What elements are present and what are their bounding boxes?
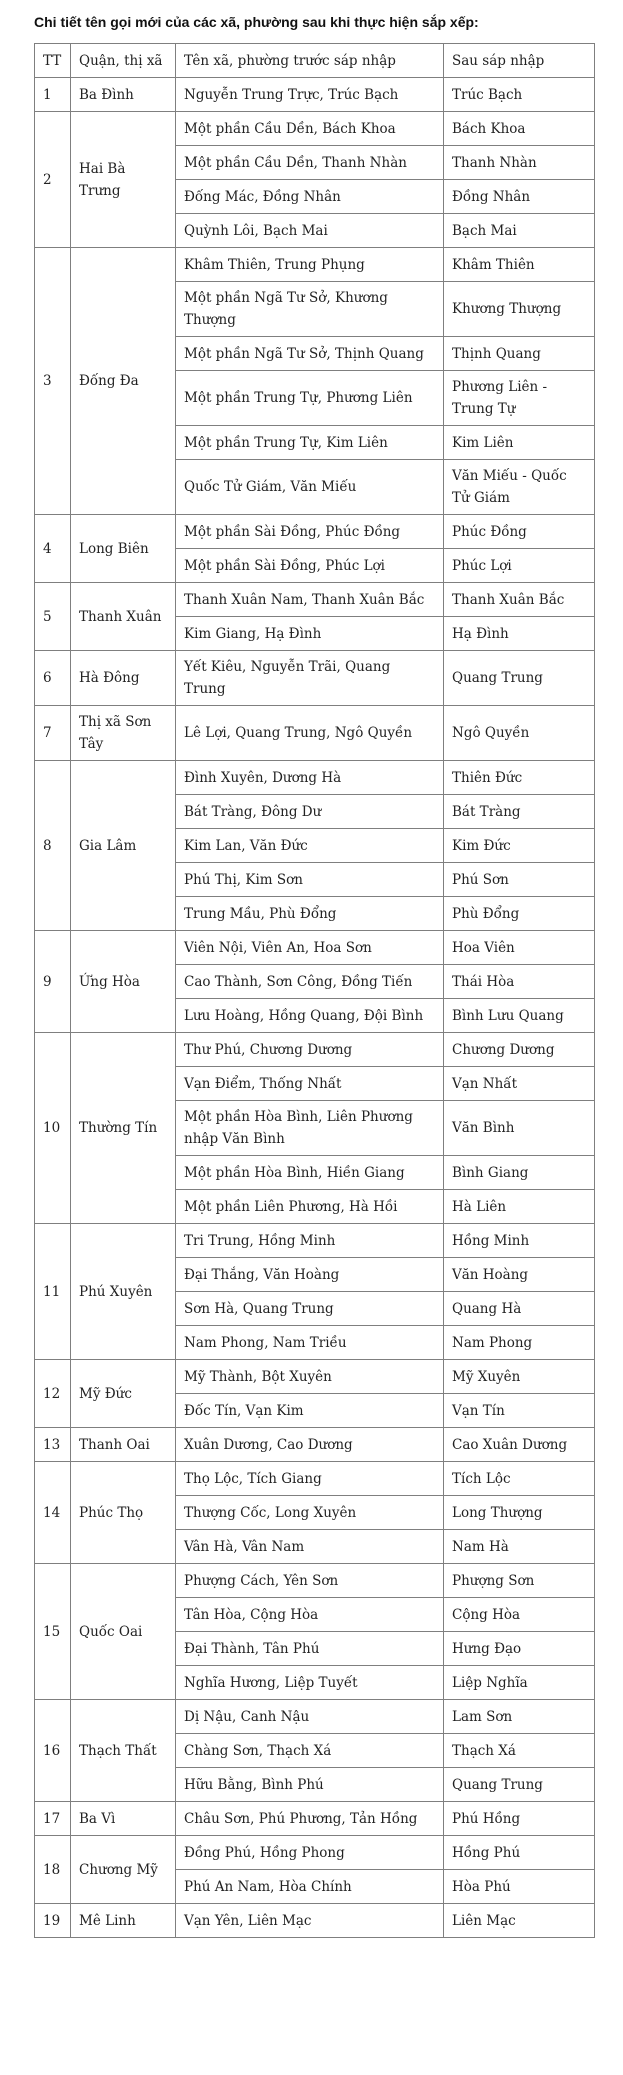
- cell-after-merger: Thịnh Quang: [444, 337, 595, 371]
- table-row: [35, 931, 595, 965]
- cell-before-merger: Đại Thành, Tân Phú: [176, 1632, 444, 1666]
- cell-before-merger: Phượng Cách, Yên Sơn: [176, 1564, 444, 1598]
- cell-after-merger: Ngô Quyền: [444, 706, 595, 761]
- cell-tt: 6: [35, 651, 71, 706]
- cell-district: Ba Vì: [71, 1802, 176, 1836]
- cell-district: Thanh Xuân: [71, 583, 176, 651]
- cell-before-merger: Nam Phong, Nam Triều: [176, 1326, 444, 1360]
- cell-district: Hà Đông: [71, 651, 176, 706]
- col-header-tt: TT: [35, 44, 71, 78]
- cell-tt: 3: [35, 248, 71, 515]
- cell-before-merger: Một phần Cầu Dền, Thanh Nhàn: [176, 146, 444, 180]
- cell-before-merger: Tri Trung, Hồng Minh: [176, 1224, 444, 1258]
- table-row: [35, 1836, 595, 1870]
- cell-after-merger: Hoa Viên: [444, 931, 595, 965]
- cell-before-merger: Thanh Xuân Nam, Thanh Xuân Bắc: [176, 583, 444, 617]
- cell-after-merger: Hồng Minh: [444, 1224, 595, 1258]
- cell-after-merger: Kim Liên: [444, 426, 595, 460]
- cell-before-merger: Cao Thành, Sơn Công, Đồng Tiến: [176, 965, 444, 999]
- cell-after-merger: Văn Hoàng: [444, 1258, 595, 1292]
- table-row: [35, 1428, 595, 1462]
- table-row: [35, 583, 595, 617]
- cell-district: Mỹ Đức: [71, 1360, 176, 1428]
- table-row: [35, 761, 595, 795]
- cell-after-merger: Vạn Tín: [444, 1394, 595, 1428]
- cell-district: Thị xã Sơn Tây: [71, 706, 176, 761]
- cell-before-merger: Tân Hòa, Cộng Hòa: [176, 1598, 444, 1632]
- cell-before-merger: Trung Mầu, Phù Đổng: [176, 897, 444, 931]
- cell-before-merger: Yết Kiêu, Nguyễn Trãi, Quang Trung: [176, 651, 444, 706]
- cell-before-merger: Một phần Ngã Tư Sở, Thịnh Quang: [176, 337, 444, 371]
- cell-before-merger: Nguyễn Trung Trực, Trúc Bạch: [176, 78, 444, 112]
- cell-tt: 19: [35, 1904, 71, 1938]
- header-row: [35, 44, 595, 78]
- cell-tt: 9: [35, 931, 71, 1033]
- cell-before-merger: Thượng Cốc, Long Xuyên: [176, 1496, 444, 1530]
- cell-tt: 14: [35, 1462, 71, 1564]
- cell-after-merger: Cao Xuân Dương: [444, 1428, 595, 1462]
- cell-district: Thanh Oai: [71, 1428, 176, 1462]
- col-header-district: Quận, thị xã: [71, 44, 176, 78]
- cell-before-merger: Đống Mác, Đồng Nhân: [176, 180, 444, 214]
- cell-district: Thạch Thất: [71, 1700, 176, 1802]
- cell-after-merger: Quang Hà: [444, 1292, 595, 1326]
- merger-table: [34, 43, 595, 1938]
- table-row: [35, 1904, 595, 1938]
- cell-after-merger: Vạn Nhất: [444, 1067, 595, 1101]
- cell-before-merger: Chàng Sơn, Thạch Xá: [176, 1734, 444, 1768]
- cell-tt: 15: [35, 1564, 71, 1700]
- cell-before-merger: Phú An Nam, Hòa Chính: [176, 1870, 444, 1904]
- cell-after-merger: Trúc Bạch: [444, 78, 595, 112]
- cell-after-merger: Phù Đổng: [444, 897, 595, 931]
- cell-before-merger: Bát Tràng, Đông Dư: [176, 795, 444, 829]
- cell-after-merger: Hà Liên: [444, 1190, 595, 1224]
- cell-before-merger: Nghĩa Hương, Liệp Tuyết: [176, 1666, 444, 1700]
- cell-tt: 17: [35, 1802, 71, 1836]
- cell-after-merger: Cộng Hòa: [444, 1598, 595, 1632]
- cell-after-merger: Hưng Đạo: [444, 1632, 595, 1666]
- table-row: [35, 1700, 595, 1734]
- table-row: [35, 651, 595, 706]
- cell-after-merger: Quang Trung: [444, 1768, 595, 1802]
- cell-before-merger: Phú Thị, Kim Sơn: [176, 863, 444, 897]
- cell-after-merger: Mỹ Xuyên: [444, 1360, 595, 1394]
- cell-district: Hai Bà Trưng: [71, 112, 176, 248]
- cell-before-merger: Đồng Phú, Hồng Phong: [176, 1836, 444, 1870]
- cell-after-merger: Phúc Lợi: [444, 549, 595, 583]
- cell-district: Thường Tín: [71, 1033, 176, 1224]
- table-row: [35, 1033, 595, 1067]
- cell-tt: 8: [35, 761, 71, 931]
- table-row: [35, 1564, 595, 1598]
- table-row: [35, 1224, 595, 1258]
- cell-after-merger: Phú Sơn: [444, 863, 595, 897]
- cell-district: Phúc Thọ: [71, 1462, 176, 1564]
- table-row: [35, 112, 595, 146]
- cell-before-merger: Lưu Hoàng, Hồng Quang, Đội Bình: [176, 999, 444, 1033]
- cell-after-merger: Bình Giang: [444, 1156, 595, 1190]
- cell-tt: 2: [35, 112, 71, 248]
- table-heading: Chi tiết tên gọi mới của các xã, phường sau khi thực hiện sắp xếp:: [34, 14, 479, 30]
- cell-before-merger: Vân Hà, Vân Nam: [176, 1530, 444, 1564]
- cell-before-merger: Một phần Liên Phương, Hà Hồi: [176, 1190, 444, 1224]
- cell-before-merger: Một phần Sài Đồng, Phúc Lợi: [176, 549, 444, 583]
- cell-after-merger: Hồng Phú: [444, 1836, 595, 1870]
- cell-before-merger: Đốc Tín, Vạn Kim: [176, 1394, 444, 1428]
- cell-before-merger: Kim Lan, Văn Đức: [176, 829, 444, 863]
- cell-tt: 18: [35, 1836, 71, 1904]
- table-row: [35, 1360, 595, 1394]
- cell-after-merger: Thái Hòa: [444, 965, 595, 999]
- cell-before-merger: Xuân Dương, Cao Dương: [176, 1428, 444, 1462]
- cell-after-merger: Hòa Phú: [444, 1870, 595, 1904]
- table-row: [35, 78, 595, 112]
- cell-district: Gia Lâm: [71, 761, 176, 931]
- cell-before-merger: Châu Sơn, Phú Phương, Tản Hồng: [176, 1802, 444, 1836]
- cell-district: Phú Xuyên: [71, 1224, 176, 1360]
- cell-before-merger: Mỹ Thành, Bột Xuyên: [176, 1360, 444, 1394]
- cell-after-merger: Văn Bình: [444, 1101, 595, 1156]
- cell-tt: 10: [35, 1033, 71, 1224]
- cell-before-merger: Một phần Trung Tự, Kim Liên: [176, 426, 444, 460]
- cell-after-merger: Bạch Mai: [444, 214, 595, 248]
- cell-after-merger: Kim Đức: [444, 829, 595, 863]
- cell-after-merger: Văn Miếu - Quốc Tử Giám: [444, 460, 595, 515]
- cell-before-merger: Khâm Thiên, Trung Phụng: [176, 248, 444, 282]
- cell-tt: 16: [35, 1700, 71, 1802]
- table-row: [35, 515, 595, 549]
- cell-tt: 13: [35, 1428, 71, 1462]
- cell-tt: 11: [35, 1224, 71, 1360]
- cell-after-merger: Bát Tràng: [444, 795, 595, 829]
- col-header-after: Sau sáp nhập: [444, 44, 595, 78]
- cell-before-merger: Một phần Ngã Tư Sở, Khương Thượng: [176, 282, 444, 337]
- cell-after-merger: Phú Hồng: [444, 1802, 595, 1836]
- cell-before-merger: Hữu Bằng, Bình Phú: [176, 1768, 444, 1802]
- cell-tt: 5: [35, 583, 71, 651]
- cell-district: Ba Đình: [71, 78, 176, 112]
- cell-before-merger: Sơn Hà, Quang Trung: [176, 1292, 444, 1326]
- cell-after-merger: Phúc Đồng: [444, 515, 595, 549]
- cell-after-merger: Bách Khoa: [444, 112, 595, 146]
- cell-before-merger: Quỳnh Lôi, Bạch Mai: [176, 214, 444, 248]
- cell-after-merger: Quang Trung: [444, 651, 595, 706]
- cell-after-merger: Liệp Nghĩa: [444, 1666, 595, 1700]
- cell-after-merger: Hạ Đình: [444, 617, 595, 651]
- cell-after-merger: Khương Thượng: [444, 282, 595, 337]
- cell-before-merger: Viên Nội, Viên An, Hoa Sơn: [176, 931, 444, 965]
- cell-tt: 7: [35, 706, 71, 761]
- cell-before-merger: Một phần Sài Đồng, Phúc Đồng: [176, 515, 444, 549]
- table-row: [35, 248, 595, 282]
- cell-after-merger: Liên Mạc: [444, 1904, 595, 1938]
- cell-after-merger: Nam Hà: [444, 1530, 595, 1564]
- cell-tt: 1: [35, 78, 71, 112]
- cell-after-merger: Đồng Nhân: [444, 180, 595, 214]
- cell-district: Quốc Oai: [71, 1564, 176, 1700]
- cell-after-merger: Nam Phong: [444, 1326, 595, 1360]
- cell-after-merger: Thạch Xá: [444, 1734, 595, 1768]
- cell-tt: 12: [35, 1360, 71, 1428]
- table-body: [35, 78, 595, 1938]
- cell-before-merger: Kim Giang, Hạ Đình: [176, 617, 444, 651]
- cell-before-merger: Lê Lợi, Quang Trung, Ngô Quyền: [176, 706, 444, 761]
- cell-before-merger: Quốc Tử Giám, Văn Miếu: [176, 460, 444, 515]
- cell-after-merger: Long Thượng: [444, 1496, 595, 1530]
- cell-after-merger: Bình Lưu Quang: [444, 999, 595, 1033]
- cell-before-merger: Thư Phú, Chương Dương: [176, 1033, 444, 1067]
- cell-district: Ứng Hòa: [71, 931, 176, 1033]
- table-row: [35, 706, 595, 761]
- cell-after-merger: Tích Lộc: [444, 1462, 595, 1496]
- cell-before-merger: Vạn Điểm, Thống Nhất: [176, 1067, 444, 1101]
- cell-after-merger: Thanh Nhàn: [444, 146, 595, 180]
- cell-tt: 4: [35, 515, 71, 583]
- cell-before-merger: Vạn Yên, Liên Mạc: [176, 1904, 444, 1938]
- cell-after-merger: Phượng Sơn: [444, 1564, 595, 1598]
- cell-before-merger: Thọ Lộc, Tích Giang: [176, 1462, 444, 1496]
- cell-before-merger: Một phần Cầu Dền, Bách Khoa: [176, 112, 444, 146]
- cell-district: Mê Linh: [71, 1904, 176, 1938]
- table-row: [35, 1462, 595, 1496]
- cell-after-merger: Chương Dương: [444, 1033, 595, 1067]
- col-header-before: Tên xã, phường trước sáp nhập: [176, 44, 444, 78]
- cell-before-merger: Một phần Trung Tự, Phương Liên: [176, 371, 444, 426]
- cell-after-merger: Thanh Xuân Bắc: [444, 583, 595, 617]
- table-row: [35, 1802, 595, 1836]
- cell-district: Chương Mỹ: [71, 1836, 176, 1904]
- cell-before-merger: Đình Xuyên, Dương Hà: [176, 761, 444, 795]
- cell-after-merger: Khâm Thiên: [444, 248, 595, 282]
- cell-before-merger: Một phần Hòa Bình, Liên Phương nhập Văn Bình: [176, 1101, 444, 1156]
- cell-district: Đống Đa: [71, 248, 176, 515]
- cell-district: Long Biên: [71, 515, 176, 583]
- cell-after-merger: Phương Liên - Trung Tự: [444, 371, 595, 426]
- cell-after-merger: Lam Sơn: [444, 1700, 595, 1734]
- cell-before-merger: Dị Nậu, Canh Nậu: [176, 1700, 444, 1734]
- cell-before-merger: Đại Thắng, Văn Hoàng: [176, 1258, 444, 1292]
- cell-after-merger: Thiên Đức: [444, 761, 595, 795]
- cell-before-merger: Một phần Hòa Bình, Hiền Giang: [176, 1156, 444, 1190]
